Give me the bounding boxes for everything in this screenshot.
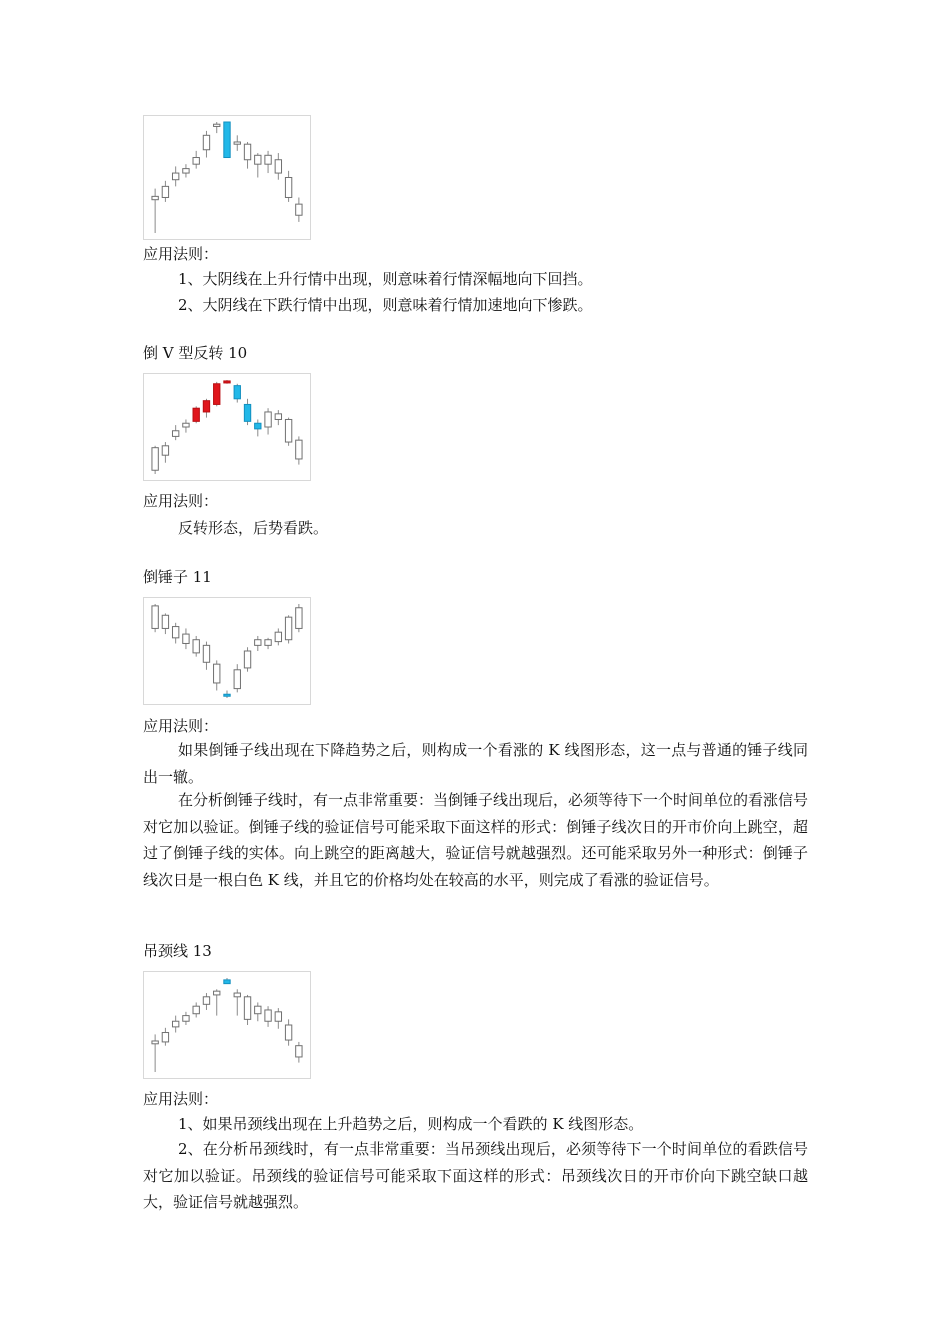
section-title-3: 倒锤子 11 bbox=[143, 568, 212, 586]
candle-body-12 bbox=[265, 155, 271, 164]
candlestick-figure-1 bbox=[143, 115, 311, 240]
candle-body-10 bbox=[244, 144, 250, 160]
candle-body-8 bbox=[224, 980, 230, 984]
candlestick-figure-3 bbox=[143, 597, 311, 705]
candle-body-11 bbox=[255, 155, 261, 164]
candle-body-13 bbox=[275, 1012, 281, 1021]
candle-body-7 bbox=[214, 664, 220, 683]
candle-body-5 bbox=[193, 158, 199, 165]
candle-body-12 bbox=[265, 412, 271, 427]
rule-label-3: 应用法则： bbox=[143, 717, 219, 735]
candlestick-figure-2 bbox=[143, 373, 311, 481]
candle-body-9 bbox=[234, 386, 240, 399]
candle-body-10 bbox=[244, 404, 250, 421]
candle-body-11 bbox=[255, 423, 261, 429]
candle-body-4 bbox=[183, 423, 189, 427]
candle-body-3 bbox=[172, 1021, 178, 1027]
candle-body-10 bbox=[244, 651, 250, 668]
candle-body-5 bbox=[193, 408, 199, 421]
candle-body-9 bbox=[234, 993, 240, 997]
candle-body-3 bbox=[172, 173, 178, 180]
candle-body-7 bbox=[214, 991, 220, 995]
candlestick-chart-4 bbox=[144, 972, 310, 1078]
rule-4-2: 2、在分析吊颈线时，有一点非常重要：当吊颈线出现后，必须等待下一个时间单位的看跌信号对它加以验证。吊颈线的验证信号可能采取下面这样的形式：吊颈线次日的开市价向下跳空缺口越大，验证信号就越强烈。 bbox=[143, 1140, 808, 1211]
candle-body-14 bbox=[285, 1025, 291, 1040]
candle-body-13 bbox=[275, 632, 281, 641]
candle-body-4 bbox=[183, 169, 189, 173]
candle-body-6 bbox=[203, 997, 209, 1005]
rule-2-1: 反转形态，后势看跌。 bbox=[178, 519, 329, 537]
candle-body-1 bbox=[152, 606, 158, 629]
candle-body-15 bbox=[296, 440, 302, 459]
rule-label-4: 应用法则： bbox=[143, 1090, 219, 1108]
candle-body-2 bbox=[162, 1033, 168, 1042]
candle-body-12 bbox=[265, 1010, 271, 1021]
candlestick-figure-4 bbox=[143, 971, 311, 1079]
candle-body-15 bbox=[296, 204, 302, 215]
paragraph-3-1: 如果倒锤子线出现在下降趋势之后，则构成一个看涨的 K 线图形态，这一点与普通的锤子线同出一辙。 bbox=[143, 741, 808, 786]
candlestick-chart-2 bbox=[144, 374, 310, 480]
candle-body-4 bbox=[183, 1016, 189, 1022]
candle-body-1 bbox=[152, 448, 158, 471]
candle-body-9 bbox=[234, 670, 240, 689]
candle-body-14 bbox=[285, 178, 291, 198]
candle-body-4 bbox=[183, 634, 189, 643]
candle-body-15 bbox=[296, 608, 302, 629]
candle-body-15 bbox=[296, 1046, 302, 1057]
candle-body-1 bbox=[152, 196, 158, 199]
candle-body-13 bbox=[275, 414, 281, 420]
candle-body-10 bbox=[244, 997, 250, 1020]
paragraph-3-2: 在分析倒锤子线时，有一点非常重要：当倒锤子线出现后，必须等待下一个时间单位的看涨信号对它加以验证。倒锤子线的验证信号可能采取下面这样的形式：倒锤子线次日的开市价向上跳空，超过了倒锤子线的实体。向上跳空的距离越大，验证信号就越强烈。还可能采取另外一种形式：倒锤子线次日是一根白色 K 线，并且它的价格均处在较高的水平，则完成了看涨的验证信号。 bbox=[143, 791, 809, 889]
candle-body-11 bbox=[255, 1006, 261, 1014]
candlestick-chart-3 bbox=[144, 598, 310, 704]
candle-body-8 bbox=[224, 122, 230, 158]
candle-body-12 bbox=[265, 640, 271, 646]
candle-body-3 bbox=[172, 431, 178, 437]
section-title-2: 倒 V 型反转 10 bbox=[143, 344, 248, 362]
candle-body-5 bbox=[193, 1006, 199, 1014]
rule-label-1: 应用法则： bbox=[143, 245, 219, 263]
rule-1-2: 2、大阴线在下跌行情中出现，则意味着行情加速地向下惨跌。 bbox=[178, 296, 593, 314]
section-title-4: 吊颈线 13 bbox=[143, 942, 212, 960]
rule-1-1: 1、大阴线在上升行情中出现，则意味着行情深幅地向下回挡。 bbox=[178, 270, 593, 288]
candlestick-chart-1 bbox=[144, 116, 310, 239]
candle-body-1 bbox=[152, 1041, 158, 1044]
candle-body-3 bbox=[172, 627, 178, 638]
rule-4-1: 1、如果吊颈线出现在上升趋势之后，则构成一个看跌的 K 线图形态。 bbox=[178, 1115, 644, 1133]
candle-body-6 bbox=[203, 645, 209, 662]
rule-label-2: 应用法则： bbox=[143, 492, 219, 510]
candle-body-2 bbox=[162, 615, 168, 628]
candle-body-6 bbox=[203, 401, 209, 412]
candle-body-2 bbox=[162, 446, 168, 455]
candle-body-7 bbox=[214, 124, 220, 126]
candle-body-2 bbox=[162, 186, 168, 197]
candle-body-6 bbox=[203, 135, 209, 149]
candle-body-8 bbox=[224, 694, 230, 696]
candle-body-13 bbox=[275, 160, 281, 173]
candle-body-7 bbox=[214, 384, 220, 405]
candle-body-11 bbox=[255, 640, 261, 646]
candle-body-14 bbox=[285, 617, 291, 640]
candle-body-14 bbox=[285, 419, 291, 442]
candle-body-9 bbox=[234, 142, 240, 144]
candle-body-5 bbox=[193, 640, 199, 653]
candle-body-8 bbox=[224, 381, 230, 383]
